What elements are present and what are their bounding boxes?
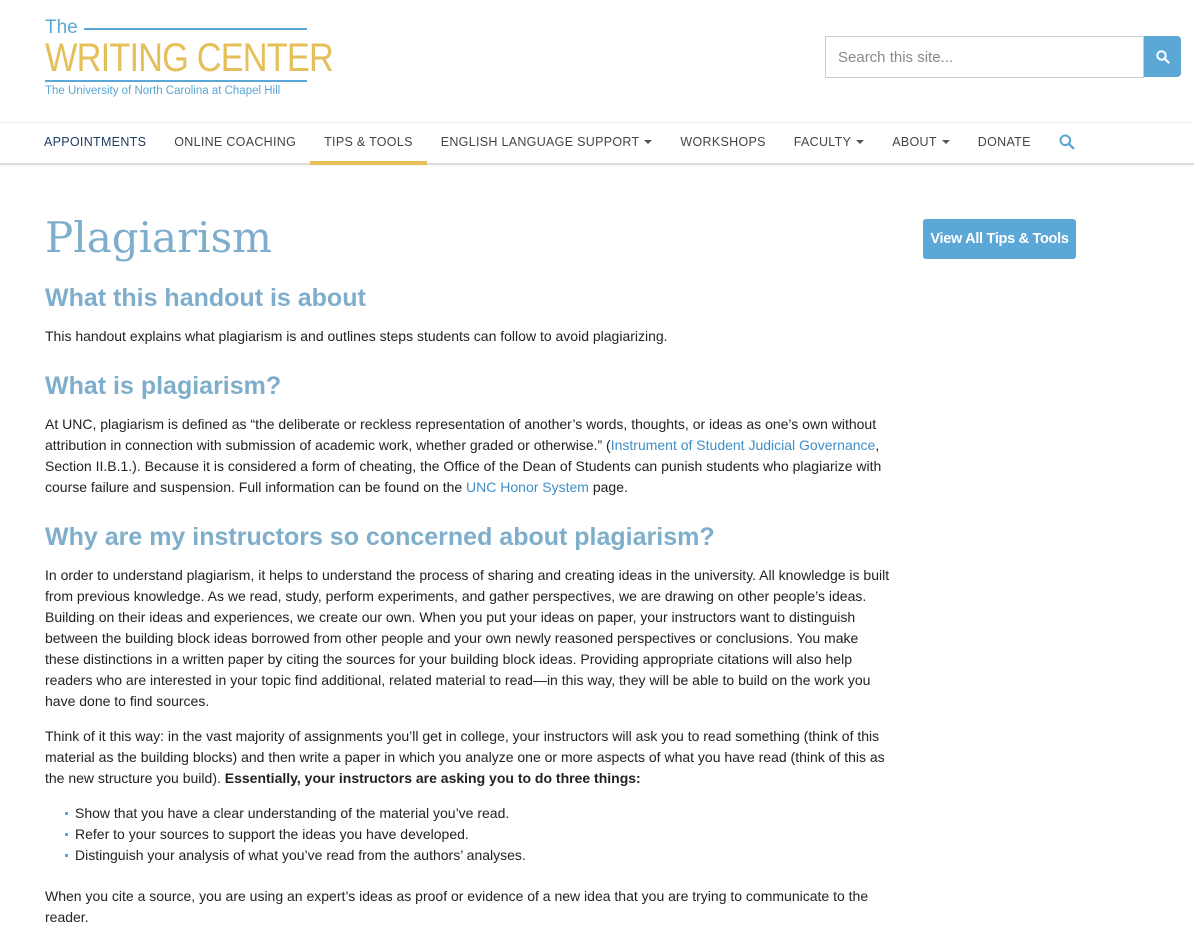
paragraph: In order to understand plagiarism, it helps to understand the process of sharing and creating ideas in the university. All knowledge is built from previous knowledge. As we read, study, perform experiments, and gather perspectives, we are drawing on other people’s ideas. Building on their ideas and experiences, we create our own. When you put your ideas on paper, your instructors want to distinguish between the building block ideas borrowed from other people and your own newly reasoned perspectives or conclusions. You make these distinctions in a written paper by citing the sources for your building block ideas. Providing appropriate citations will also help readers who are interested in your topic find additional, related material to read—in this way, they will be able to build on the work you have done to find sources. — [45, 567, 890, 709]
nav-online-coaching[interactable] — [160, 123, 310, 165]
nav-faculty[interactable] — [780, 123, 878, 165]
bullet-list — [65, 803, 892, 866]
list-item: Show that you have a clear understanding of the material you’ve read. — [65, 803, 892, 824]
nav-label: FACULTY — [793, 135, 852, 149]
logo-the: The — [45, 17, 78, 38]
text: Think of it this way: in the vast majority of assignments you’ll get in college, your instructors will ask you to read something (think of this material as the building blocks) and then write a paper in which you analyze one or more aspects of what you have read (think of this as the new structure you build). — [45, 728, 885, 786]
nav-about[interactable] — [878, 123, 964, 165]
paragraph — [45, 726, 892, 789]
paragraph — [45, 414, 892, 498]
nav-english-language-support[interactable] — [427, 123, 667, 165]
section-heading: What is plagiarism? — [45, 372, 282, 400]
main-nav — [0, 122, 1194, 165]
nav-label: DONATE — [977, 135, 1031, 149]
list-item: Distinguish your analysis of what you’ve read from the authors’ analyses. — [65, 845, 892, 866]
caret-down-icon — [644, 140, 652, 144]
caret-down-icon — [856, 140, 864, 144]
paragraph: When you cite a source, you are using an expert’s ideas as proof or evidence of a new idea that you are trying to communicate to the reader. — [45, 888, 869, 925]
section-heading: Why are my instructors so concerned about plagiarism? — [45, 523, 715, 551]
text: page. — [588, 479, 628, 495]
nav-donate[interactable] — [964, 123, 1045, 165]
nav-tips-tools[interactable] — [310, 123, 427, 165]
nav-label: ABOUT — [892, 135, 937, 149]
nav-appointments[interactable] — [30, 123, 160, 165]
judicial-governance-link[interactable]: Instrument of Student Judicial Governance — [610, 437, 876, 453]
nav-search-button[interactable] — [1045, 123, 1089, 165]
page-title: Plagiarism — [45, 213, 272, 262]
article — [0, 165, 892, 928]
writing-center-logo[interactable] — [45, 17, 333, 97]
site-header — [0, 0, 1194, 122]
nav-label: ENGLISH LANGUAGE SUPPORT — [440, 135, 640, 149]
caret-down-icon — [942, 140, 950, 144]
paragraph: This handout explains what plagiarism is and outlines steps students can follow to avoid plagiarizing. — [45, 328, 668, 344]
list-item: Refer to your sources to support the ideas you have developed. — [65, 824, 892, 845]
search-button[interactable] — [1144, 36, 1181, 77]
nav-label: WORKSHOPS — [680, 135, 766, 149]
honor-system-link[interactable]: UNC Honor System — [466, 479, 589, 495]
view-all-tips-button[interactable]: View All Tips & Tools — [923, 219, 1076, 259]
logo-name: WRITING CENTER — [45, 36, 333, 80]
nav-workshops[interactable] — [666, 123, 779, 165]
section-heading: What this handout is about — [45, 284, 366, 312]
site-search — [825, 36, 1181, 78]
text: , Section II.B.1.). Because it is considered a form of cheating, the Office of the Dean of Students can punish students who plagiarize with course failure and suspension. Full information can be found on the — [45, 437, 882, 495]
text: At UNC, plagiarism is defined as “the deliberate or reckless representation of another’s words, thoughts, or ideas as one’s own without attribution in connection with submission of academic work, whether graded or otherwise.” ( — [45, 416, 877, 453]
search-input[interactable] — [825, 36, 1144, 78]
nav-label: TIPS & TOOLS — [324, 135, 413, 149]
bold-text: Essentially, your instructors are asking you to do three things: — [224, 770, 641, 786]
search-icon — [1156, 50, 1170, 64]
search-icon — [1059, 134, 1075, 150]
nav-label: APPOINTMENTS — [44, 135, 147, 149]
logo-subtitle: The University of North Carolina at Chapel Hill — [45, 85, 281, 97]
nav-label: ONLINE COACHING — [174, 135, 297, 149]
